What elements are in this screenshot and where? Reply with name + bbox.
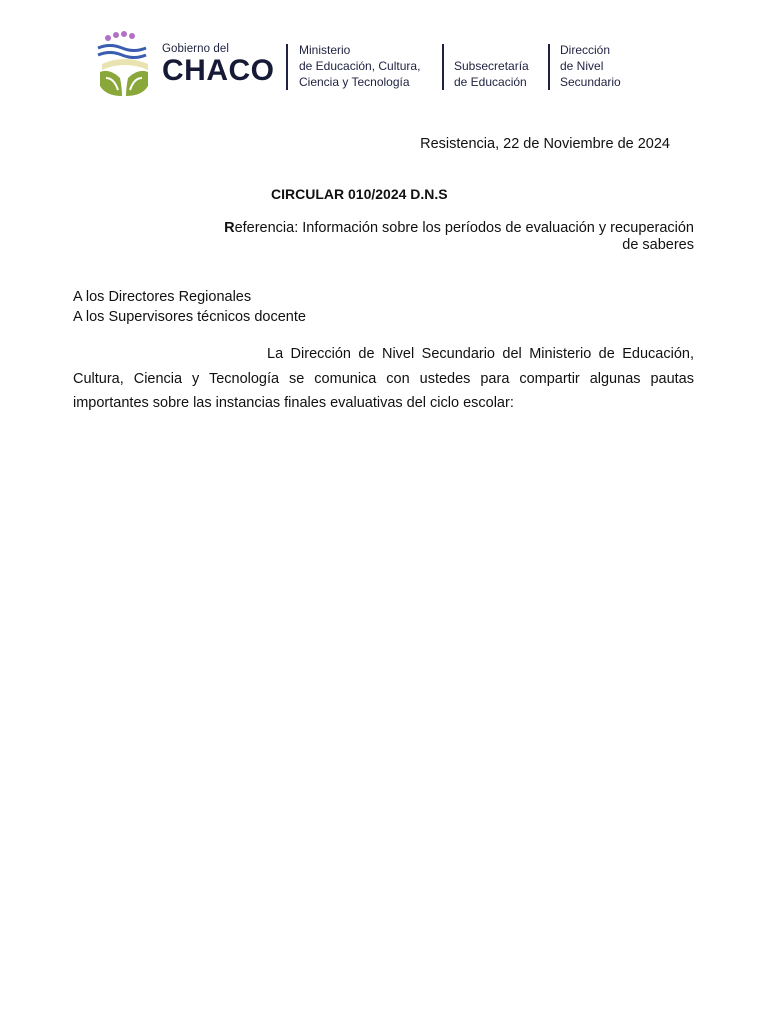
government-label: Gobierno del (162, 43, 230, 55)
recipients-block (73, 288, 306, 327)
direccion-line: Dirección (560, 43, 611, 57)
direccion-line: Secundario (560, 75, 621, 89)
letterhead-divider (548, 44, 550, 90)
ministry-line: de Educación, Cultura, (299, 59, 421, 73)
direccion-line: de Nivel (560, 59, 604, 73)
recipient-line: A los Directores Regionales (73, 289, 252, 305)
government-wordmark (162, 42, 275, 86)
ministry-line: Ministerio (299, 43, 351, 57)
reference-line (214, 220, 694, 254)
letter-date: Resistencia, 22 de Noviembre de 2024 (420, 136, 670, 152)
chaco-emblem-icon (96, 30, 152, 102)
letterhead-divider (442, 44, 444, 90)
body-paragraph: La Dirección de Nivel Secundario del Ministerio de Educación, Cultura, Ciencia y Tecnología se comunica con ustedes para compartir algunas pautas importantes sobre las instancias finales evaluativas del ciclo escolar: (73, 346, 694, 411)
direccion-name (560, 42, 621, 90)
letterhead (96, 30, 656, 104)
ministry-line: Ciencia y Tecnología (299, 75, 410, 89)
ministry-name (299, 42, 420, 90)
subsecretaria-name (454, 58, 529, 90)
subsecretaria-line: de Educación (454, 75, 527, 89)
circular-title: CIRCULAR 010/2024 D.N.S (271, 186, 448, 202)
recipient-line: A los Supervisores técnicos docente (73, 308, 306, 325)
reference-text: eferencia: Información sobre los períodos de evaluación y recuperación de saberes (234, 220, 694, 253)
reference-lead: R (224, 220, 235, 236)
province-name: CHACO (162, 54, 275, 87)
subsecretaria-line: Subsecretaría (454, 59, 529, 73)
letterhead-divider (286, 44, 288, 90)
